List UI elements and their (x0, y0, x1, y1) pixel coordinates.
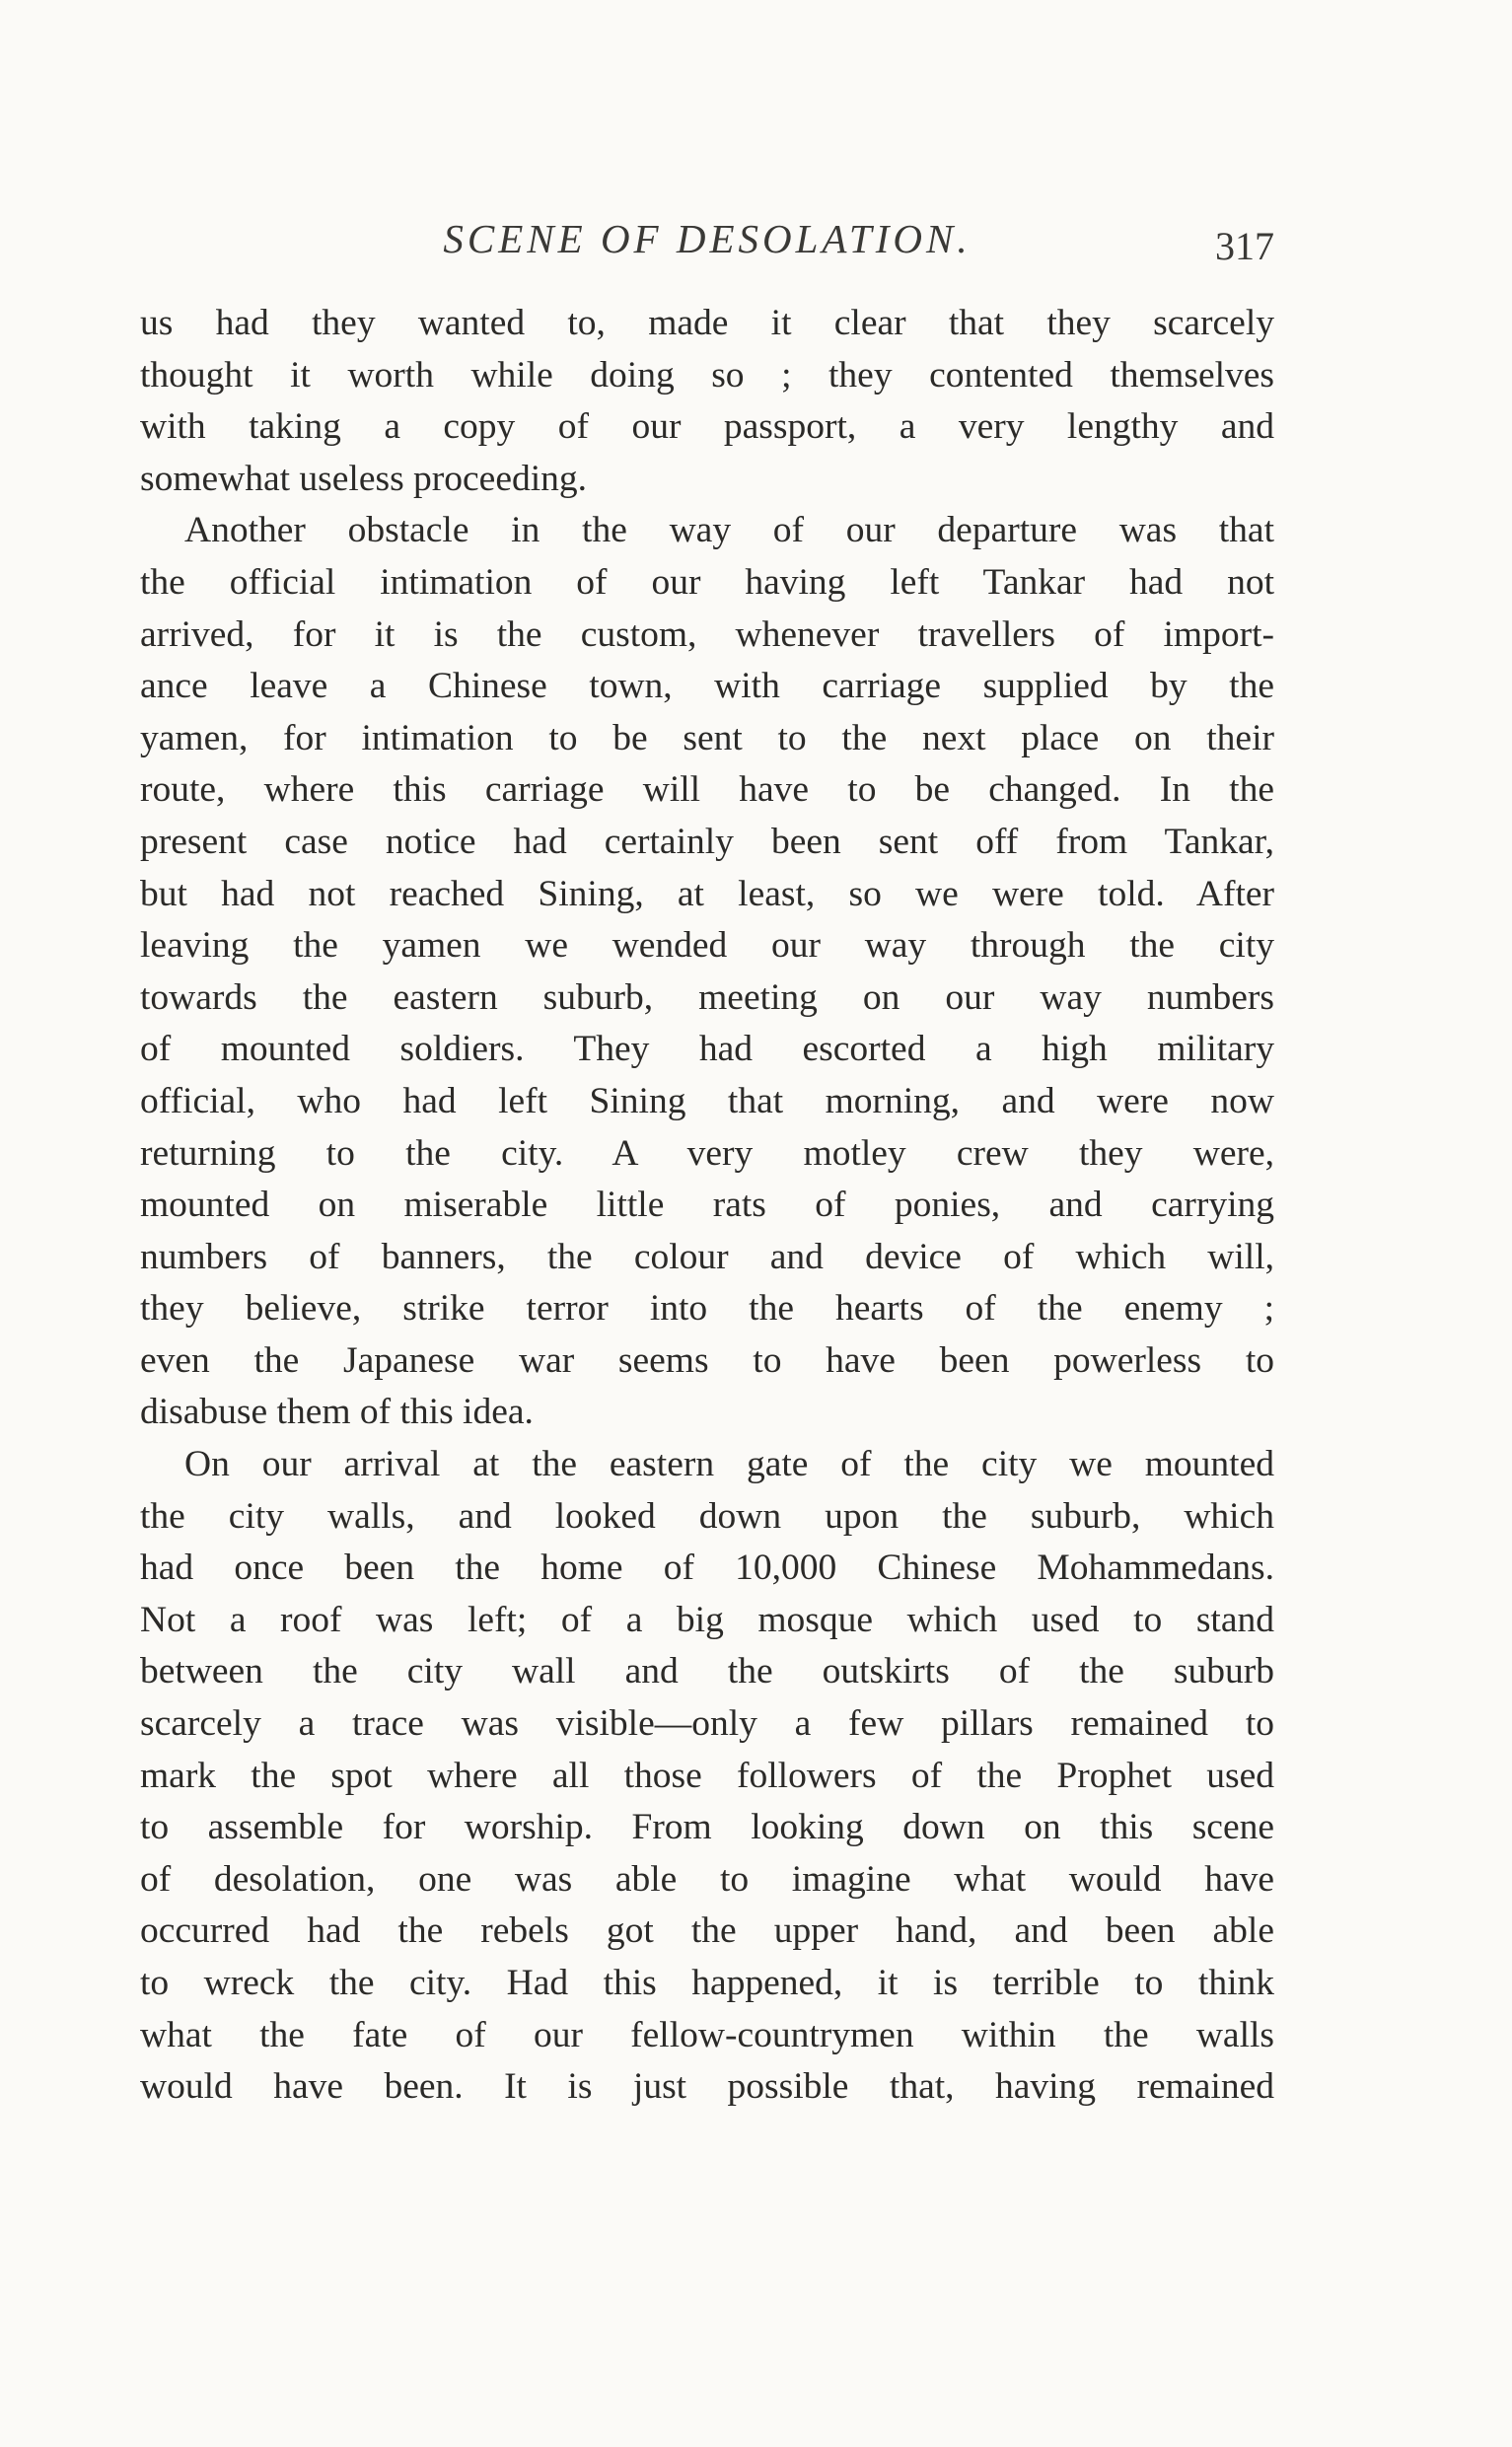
text-line: had once been the home of 10,000 Chinese Mohammedans. (140, 1547, 1274, 1589)
text-line: On our arrival at the eastern gate of the city we mounted (184, 1444, 1274, 1485)
text-line: scarcely a trace was visible—only a few pillars remained to (140, 1703, 1274, 1745)
text-line: to assemble for worship. From looking down on this scene (140, 1807, 1274, 1848)
text-line: of mounted soldiers. They had escorted a high military (140, 1029, 1274, 1070)
text-line: thought it worth while doing so ; they contented themselves (140, 354, 1274, 396)
text-line: the official intimation of our having left Tankar had not (140, 561, 1274, 603)
text-line: would have been. It is just possible that, having remained (140, 2066, 1274, 2108)
text-line: even the Japanese war seems to have been powerless to (140, 1339, 1274, 1381)
text-line: towards the eastern suburb, meeting on our way numbers (140, 976, 1274, 1018)
text-line: disabuse them of this idea. (140, 1392, 534, 1433)
text-line: Not a roof was left; of a big mosque which used to stand (140, 1599, 1274, 1640)
text-line: between the city wall and the outskirts of the suburb (140, 1651, 1274, 1692)
page-number: 317 (1215, 224, 1274, 268)
text-line: occurred had the rebels got the upper hand, and been able (140, 1910, 1274, 1952)
text-line: they believe, strike terror into the hearts of the enemy ; (140, 1288, 1274, 1330)
running-title: SCENE OF DESOLATION. (443, 216, 972, 261)
running-head (140, 215, 1274, 274)
text-line: to wreck the city. Had this happened, it is terrible to think (140, 1963, 1274, 2003)
text-line: the city walls, and looked down upon the suburb, which (140, 1495, 1274, 1537)
text-line: route, where this carriage will have to be changed. In the (140, 769, 1274, 811)
paragraph (140, 505, 1274, 1439)
text-line: but had not reached Sining, at least, so we were told. After (140, 873, 1274, 914)
text-line: what the fate of our fellow-countrymen within the walls (140, 2014, 1274, 2055)
text-line: returning to the city. A very motley crew they were, (140, 1132, 1274, 1174)
text-line: yamen, for intimation to be sent to the next place on their (140, 717, 1274, 758)
text-line: official, who had left Sining that morning, and were now (140, 1080, 1274, 1121)
text-line: with taking a copy of our passport, a very lengthy and (140, 406, 1274, 448)
paragraph (140, 298, 1274, 505)
text-line: of desolation, one was able to imagine what would have (140, 1858, 1274, 1900)
body-text (140, 298, 1274, 2114)
paragraph (140, 1439, 1274, 2114)
text-line: numbers of banners, the colour and device of which will, (140, 1236, 1274, 1277)
text-line: present case notice had certainly been sent off from Tankar, (140, 821, 1274, 862)
text-line: leaving the yamen we wended our way through the city (140, 925, 1274, 967)
text-line: mark the spot where all those followers of the Prophet used (140, 1755, 1274, 1796)
text-line: mounted on miserable little rats of ponies, and carrying (140, 1185, 1274, 1226)
text-line: Another obstacle in the way of our departure was that (184, 510, 1274, 551)
text-line: us had they wanted to, made it clear that they scarcely (140, 303, 1274, 343)
text-line: ance leave a Chinese town, with carriage supplied by the (140, 666, 1274, 707)
text-line: somewhat useless proceeding. (140, 458, 588, 499)
text-line: arrived, for it is the custom, whenever travellers of import- (140, 613, 1274, 655)
